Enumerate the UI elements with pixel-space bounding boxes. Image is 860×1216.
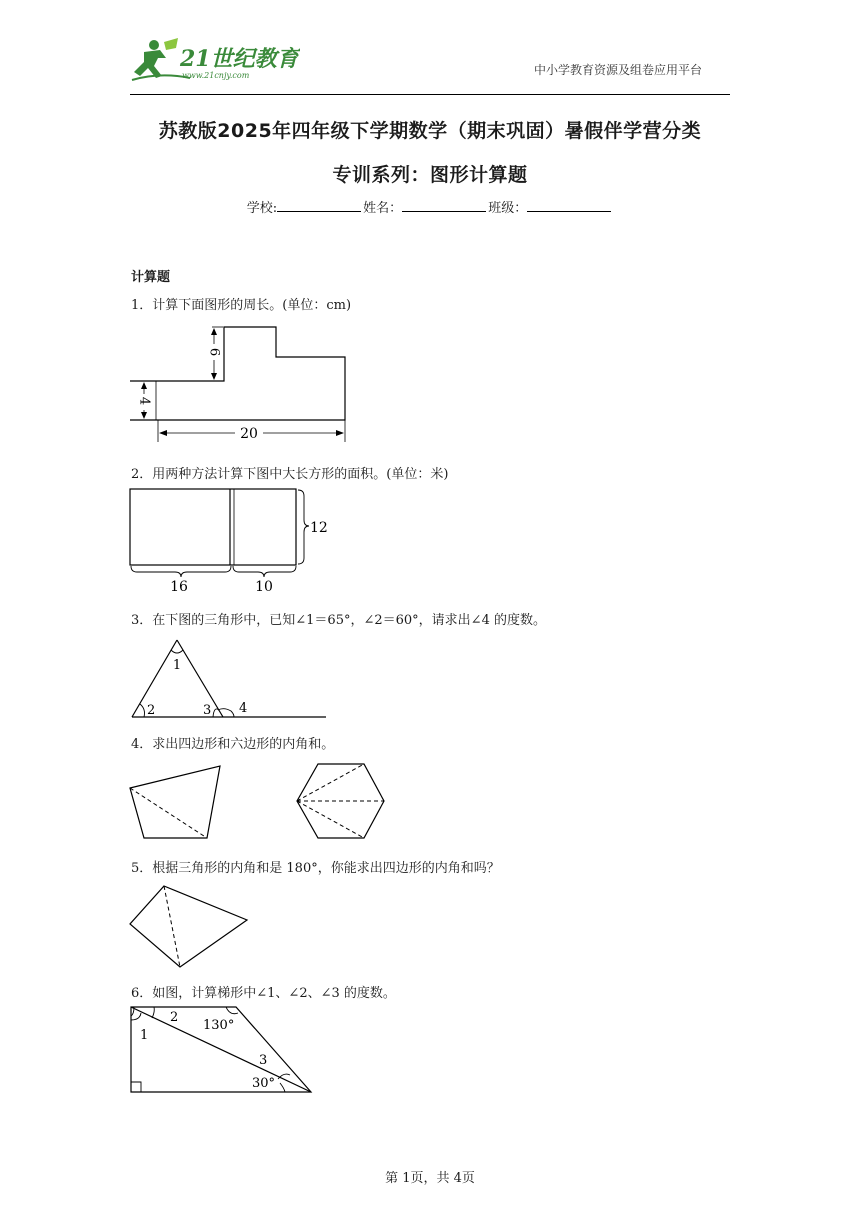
school-blank <box>277 199 361 212</box>
q2-label-16: 16 <box>170 579 188 595</box>
page-title-line2: 专训系列：图形计算题 <box>332 164 528 186</box>
q1-label-6: 6 <box>206 347 222 357</box>
platform-name: 中小学教育资源及组卷应用平台 <box>534 63 703 77</box>
logo <box>130 36 300 82</box>
name-blank <box>402 199 486 212</box>
q3-label-4: 4 <box>239 701 248 716</box>
q2-label-12: 12 <box>310 520 328 536</box>
quadrilateral <box>130 766 220 838</box>
question-4: 4．求出四边形和六边形的内角和。 <box>131 737 335 752</box>
section-title: 计算题 <box>131 270 171 285</box>
q6-figure <box>128 1004 328 1100</box>
question-6: 6．如图，计算梯形中∠1、∠2、∠3 的度数。 <box>131 986 396 1001</box>
q1-figure <box>128 320 358 450</box>
question-1: 1．计算下面图形的周长。(单位：cm) <box>131 298 352 313</box>
q3-figure <box>128 634 338 724</box>
student-info <box>0 197 860 216</box>
q6-label-130: 130° <box>203 1018 235 1033</box>
class-label: 班级： <box>488 201 528 216</box>
hexagon <box>297 764 384 838</box>
page-footer: 第 1页，共 4页 <box>385 1171 475 1186</box>
school-label: 学校: <box>246 201 278 216</box>
q2-figure <box>128 486 338 596</box>
class-blank <box>527 199 611 212</box>
question-3: 3．在下图的三角形中，已知∠1＝65°，∠2＝60°，请求出∠4 的度数。 <box>131 613 546 628</box>
logo-text: 21世纪教育 <box>180 46 299 72</box>
question-5: 5．根据三角形的内角和是 180°，你能求出四边形的内角和吗？ <box>131 861 500 876</box>
q3-label-1: 1 <box>172 658 182 673</box>
q3-label-3: 3 <box>203 703 212 718</box>
q3-label-2: 2 <box>147 703 156 718</box>
q2-label-10: 10 <box>255 579 273 595</box>
q1-label-4: 4 <box>136 396 152 406</box>
q6-label-3: 3 <box>259 1053 268 1068</box>
q1-label-20: 20 <box>240 426 258 442</box>
name-label: 姓名： <box>363 201 403 216</box>
logo-url: www.21cnjy.com <box>182 71 250 80</box>
header-rule <box>130 94 730 95</box>
question-2: 2．用两种方法计算下图中大长方形的面积。(单位：米) <box>131 467 449 482</box>
q6-label-1: 1 <box>140 1028 149 1043</box>
q6-label-2: 2 <box>170 1010 179 1025</box>
q4-figure <box>128 760 398 850</box>
q5-figure <box>128 882 258 972</box>
page-title-line1: 苏教版2025年四年级下学期数学（期末巩固）暑假伴学营分类 <box>158 120 702 142</box>
q6-label-30: 30° <box>252 1076 276 1091</box>
